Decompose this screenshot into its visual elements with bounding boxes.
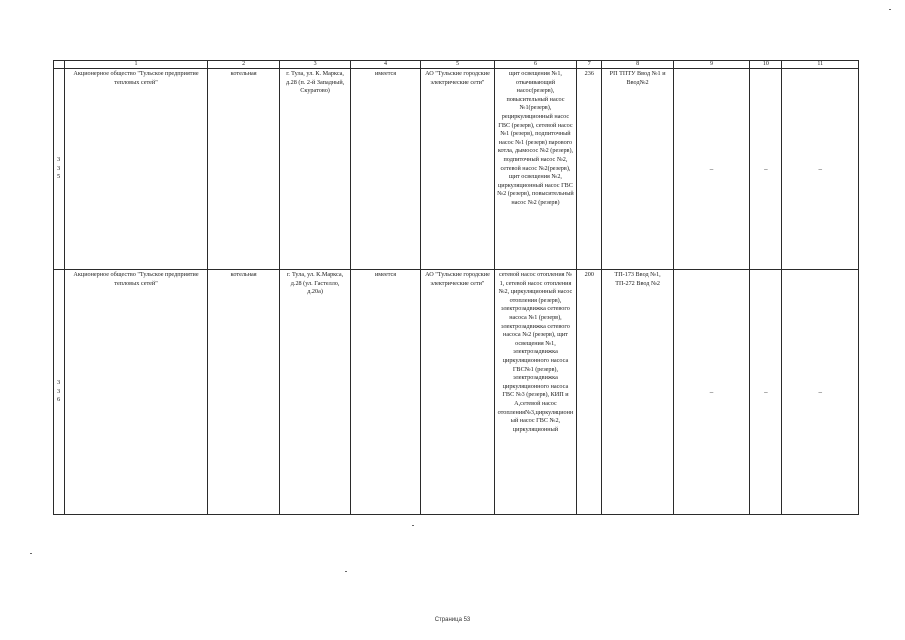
scan-speck [30, 553, 32, 554]
col10-cell: – [750, 69, 782, 270]
column-number-row [54, 61, 859, 69]
scan-speck [889, 9, 891, 10]
table-row [54, 69, 859, 270]
object-type-cell: котельная [207, 270, 279, 515]
equipment-cell: щит освещения №1, откачивающий насос(резерв), повысительный насос №1(резерв), рециркуляционный насос ГВС (резерв), сетевой насос №1 (резерв), подпиточный насос №1 (резерв) парового котла, дымосос №2 (резерв), подпиточный насос №2, сетевой насос №2(резерв), щит освещения №2, циркуляционный насос ГВС №2 (резерв), повысительный насос №2 (резерв) [494, 69, 577, 270]
address-cell: г. Тула, ул. К. Маркса, д.28 (п. 2-й Западный, Скуратово) [280, 69, 350, 270]
column-number: 9 [673, 61, 749, 69]
feed-cell: РП ТПТУ Ввод №1 и Ввод№2 [602, 69, 673, 270]
column-number: 5 [421, 61, 494, 69]
equipment-cell: сетевой насос отопления № 1, сетевой насос отопления №2, циркуляционный насос отопления (резерв), электрозадвижка сетевого насоса №1 (резерв), электрозадвижка сетевого насоса №2 (резерв), щит освещения №1, электрозадвижка циркуляционного насоса ГВС№1 (резерв), электрозадвижка циркуляционного насоса ГВС №3 (резерв), КИП и А,сетевой насос отопления№3,циркуляционный насос ГВС №2, циркуляционный [494, 270, 577, 515]
col11-cell: – [782, 270, 859, 515]
column-number: 2 [207, 61, 279, 69]
row-number: 336 [54, 270, 65, 515]
col9-cell: – [673, 270, 749, 515]
column-number: 4 [350, 61, 420, 69]
scan-speck [412, 525, 414, 526]
col9-cell: – [673, 69, 749, 270]
row-number: 335 [54, 69, 65, 270]
column-number: 11 [782, 61, 859, 69]
organization-cell: Акционерное общество "Тульское предприятие тепловых сетей" [65, 69, 208, 270]
table-row [54, 270, 859, 515]
power-cell: 236 [577, 69, 602, 270]
power-cell: 200 [577, 270, 602, 515]
feed-cell: ТП-173 Ввод №1, ТП-272 Ввод №2 [602, 270, 673, 515]
col10-cell: – [750, 270, 782, 515]
column-number: 6 [494, 61, 577, 69]
organization-cell: Акционерное общество "Тульское предприятие тепловых сетей" [65, 270, 208, 515]
column-number-blank [54, 61, 65, 69]
column-number: 7 [577, 61, 602, 69]
scan-speck [345, 571, 347, 572]
network-org-cell: АО "Тульские городские электрические сети" [421, 69, 494, 270]
availability-cell: имеется [350, 270, 420, 515]
object-type-cell: котельная [207, 69, 279, 270]
column-number: 1 [65, 61, 208, 69]
column-number: 3 [280, 61, 350, 69]
availability-cell: имеется [350, 69, 420, 270]
network-org-cell: АО "Тульские городские электрические сети" [421, 270, 494, 515]
address-cell: г. Тула, ул. К.Маркса, д.28 (ул. Гастелло, д.20а) [280, 270, 350, 515]
data-table [53, 60, 859, 515]
col11-cell: – [782, 69, 859, 270]
column-number: 8 [602, 61, 673, 69]
column-number: 10 [750, 61, 782, 69]
page-number: Страница 53 [434, 617, 471, 623]
